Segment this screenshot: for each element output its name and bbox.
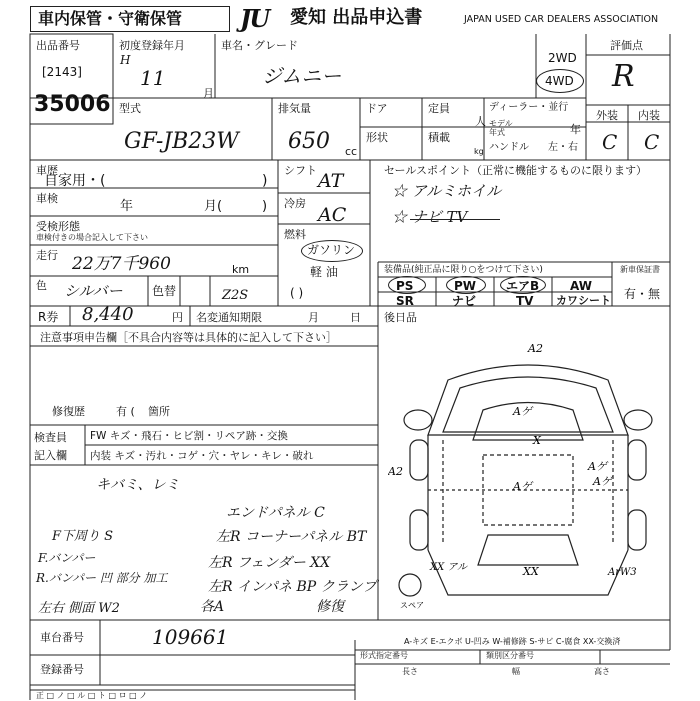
comment-3: F下周り S bbox=[52, 529, 114, 544]
comment-5: F.バンパー bbox=[38, 551, 96, 565]
equip-tv: TV bbox=[516, 294, 534, 308]
history-value: 自家用・( bbox=[44, 173, 106, 189]
mark-roof: Aゲ bbox=[513, 480, 532, 493]
capacity-label: 定員 bbox=[428, 102, 450, 115]
chassis-value: 109661 bbox=[152, 625, 229, 649]
ju-logo: JU bbox=[240, 4, 269, 33]
capacity-unit: 人 bbox=[475, 115, 486, 128]
mileage-value: 22万7千960 bbox=[72, 254, 171, 274]
bottom-row: 正 □ ノ □ ル □ ト □ ロ □ ノ bbox=[36, 691, 148, 700]
fuel-label: 燃料 bbox=[284, 228, 306, 241]
inspector-label-1: 検査員 bbox=[34, 431, 67, 444]
inspection-label: 車検 bbox=[36, 192, 58, 205]
equipment-label: 装備品(純正品に限り○をつけて下さい) bbox=[384, 265, 543, 275]
mark-spare: スペア bbox=[400, 601, 424, 610]
comment-1: キバミ、レミ bbox=[96, 477, 180, 493]
first-registration-label: 初度登録年月 bbox=[119, 39, 185, 52]
lot-number: 35006 bbox=[34, 92, 111, 117]
equip-airbag-circle bbox=[500, 276, 546, 294]
mark-bonnet: Aゲ bbox=[513, 405, 532, 418]
name-change-day: 日 bbox=[350, 311, 361, 324]
fuel-alt: 軽 油 bbox=[310, 265, 338, 279]
comment-4: 左R コーナーパネル BT bbox=[216, 529, 367, 545]
comment-11: 修復 bbox=[316, 599, 344, 615]
exterior-label: 外装 bbox=[596, 109, 618, 122]
mark-windshield: X bbox=[533, 434, 541, 447]
displacement-unit: cc bbox=[345, 145, 358, 158]
attach-label: 後日品 bbox=[384, 311, 417, 324]
grade-value: R bbox=[612, 59, 635, 94]
comment-2: エンドパネル C bbox=[226, 505, 325, 521]
comment-10: 各A bbox=[200, 599, 225, 615]
car-name-label: 車名・グレード bbox=[221, 39, 298, 52]
shape-label: 形状 bbox=[366, 131, 388, 144]
mileage-label: 走行 bbox=[36, 249, 58, 262]
shift-label: シフト bbox=[284, 164, 317, 177]
dim-width: 幅 bbox=[512, 667, 520, 676]
equip-pw-circle bbox=[446, 276, 486, 294]
mark-front: A2 bbox=[528, 342, 543, 355]
comment-6: R.バンパー 凹 部分 加工 bbox=[36, 571, 168, 585]
displacement-label: 排気量 bbox=[278, 102, 311, 115]
mark-left-rear: XX アル bbox=[430, 562, 468, 573]
inspector-row-1: FW キズ・飛石・ヒビ割・リペア跡・交換 bbox=[90, 430, 288, 442]
inspector-label-2: 記入欄 bbox=[34, 449, 67, 462]
equip-aw: AW bbox=[570, 279, 592, 293]
repair-unit: 箇所 bbox=[148, 405, 170, 418]
equip-navi: ナビ bbox=[452, 294, 477, 308]
repair-value: 有 ( bbox=[116, 405, 135, 418]
warranty-label: 新車保証書 bbox=[620, 265, 660, 274]
interior-label: 内装 bbox=[638, 109, 660, 122]
exterior-grade: C bbox=[602, 130, 618, 154]
mark-right-rear: ArW3 bbox=[608, 567, 637, 578]
name-change-label: 名変通知期限 bbox=[196, 311, 262, 324]
displacement-value: 650 bbox=[288, 129, 330, 154]
color-value: シルバー bbox=[64, 282, 123, 300]
dim-height: 高さ bbox=[594, 667, 610, 676]
recycle-value: 8,440 bbox=[82, 304, 134, 325]
equip-pw: PW bbox=[454, 279, 477, 293]
mileage-unit: km bbox=[232, 263, 250, 276]
history-close: ) bbox=[262, 173, 268, 189]
notes-label: 注意事項申告欄［不具合内容等は具体的に記入して下さい］ bbox=[40, 331, 337, 344]
accept-label: 受検形態 bbox=[36, 220, 80, 233]
car-name-value: ジムニー bbox=[262, 64, 342, 88]
history-label: 車歴 bbox=[36, 164, 58, 177]
mark-right-front: Aゲ bbox=[588, 460, 607, 473]
lot-label: 出品番号 bbox=[36, 39, 80, 52]
inspection-month-unit: 月( bbox=[204, 199, 223, 214]
doors-label: ドア bbox=[366, 102, 388, 115]
sales-point-2-strike bbox=[410, 219, 500, 220]
equip-sr: SR bbox=[396, 294, 414, 308]
drive-4wd: 4WD bbox=[545, 74, 574, 88]
equip-ps-circle bbox=[388, 276, 426, 294]
comment-9: 左右 側面 W2 bbox=[38, 601, 120, 616]
recycle-label: R券 bbox=[38, 310, 59, 324]
storage-header-title: 車内保管・守衛保管 bbox=[38, 9, 183, 28]
inspector-row-2: 内装 キズ・汚れ・コゲ・穴・ヤレ・キレ・破れ bbox=[90, 450, 314, 462]
color-change-label: 色替 bbox=[152, 284, 177, 298]
era-mark: H bbox=[120, 53, 131, 67]
warranty-value: 有・無 bbox=[624, 287, 661, 301]
registration-month-unit: 月 bbox=[203, 87, 214, 100]
fuel-value: ガソリン bbox=[307, 243, 356, 257]
aircon-value: AC bbox=[318, 204, 347, 226]
mark-left-side: A2 bbox=[388, 465, 403, 478]
load-unit: kg bbox=[474, 147, 484, 156]
lot-small-number: [2143] bbox=[42, 65, 82, 79]
reg-number-label: 登録番号 bbox=[40, 663, 84, 676]
repair-label: 修復歴 bbox=[52, 405, 85, 418]
fuel-paren: ( ) bbox=[290, 286, 304, 300]
load-label: 積載 bbox=[428, 131, 450, 144]
comment-7: 左R フェンダー XX bbox=[208, 555, 331, 571]
registration-year: 11 bbox=[140, 66, 166, 90]
mark-right-side: Aゲ bbox=[593, 475, 612, 488]
equip-leather: カワシート bbox=[556, 294, 611, 307]
class-number-label: 類別区分番号 bbox=[486, 651, 534, 660]
equip-airbag: エアB bbox=[506, 279, 540, 293]
color-label: 色 bbox=[36, 279, 47, 292]
interior-grade: C bbox=[644, 130, 660, 154]
model-year-unit: 年 bbox=[570, 123, 581, 136]
drive-2wd: 2WD bbox=[548, 51, 577, 65]
association-name: JAPAN USED CAR DEALERS ASSOCIATION bbox=[464, 14, 659, 25]
equip-ps: PS bbox=[396, 279, 414, 293]
inspection-close: ) bbox=[262, 199, 268, 214]
model-year-label: モデル年式 bbox=[489, 119, 513, 137]
car-damage-diagram bbox=[388, 340, 668, 610]
handle-options: 左・右 bbox=[548, 142, 578, 153]
accept-note: 車検付きの場合記入して下さい bbox=[36, 233, 148, 242]
form-title: 愛知 出品申込書 bbox=[290, 7, 423, 28]
mark-rear: XX bbox=[523, 565, 539, 578]
name-change-month: 月 bbox=[308, 311, 319, 324]
type-designation-label: 形式指定番号 bbox=[360, 651, 408, 660]
aircon-label: 冷房 bbox=[284, 197, 306, 210]
recycle-unit: 円 bbox=[172, 311, 183, 324]
sales-point-1: ☆ アルミホイル bbox=[392, 182, 502, 200]
handle-label: ハンドル bbox=[489, 142, 529, 153]
chassis-label: 車台番号 bbox=[40, 631, 84, 644]
dim-length: 長さ bbox=[402, 667, 418, 676]
damage-legend: A-キズ E-エクボ U-凹み W-補修跡 S-サビ C-腐食 XX-交換済 bbox=[404, 637, 621, 646]
grade-label: 評価点 bbox=[610, 39, 643, 52]
model-label: 型式 bbox=[119, 102, 141, 115]
dealer-label: ディーラー・並行 bbox=[489, 102, 569, 113]
sales-point-2: ☆ ナビ TV bbox=[392, 208, 468, 226]
shift-value: AT bbox=[318, 170, 344, 192]
model-value: GF-JB23W bbox=[124, 129, 239, 154]
inspection-year-unit: 年 bbox=[120, 199, 134, 214]
sales-points-label: セールスポイント（正常に機能するものに限ります） bbox=[384, 164, 648, 177]
color-code: Z2S bbox=[222, 288, 249, 303]
comment-8: 左R インパネ BP クランプ bbox=[208, 579, 377, 595]
